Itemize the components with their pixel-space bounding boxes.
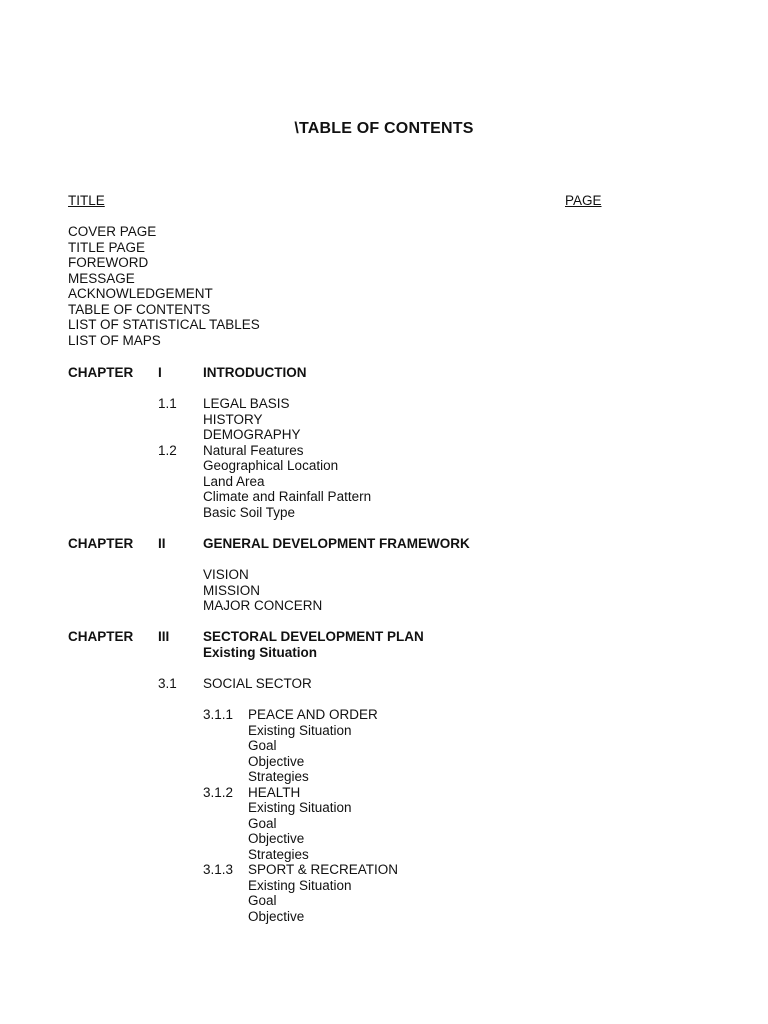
front-matter-item: COVER PAGE — [68, 224, 157, 239]
chapter-title: SECTORAL DEVELOPMENT PLAN — [203, 629, 424, 644]
subsection-number: 3.1.1 — [203, 707, 234, 722]
section-item: MAJOR CONCERN — [203, 598, 323, 613]
subsection-number: 3.1.3 — [203, 862, 234, 877]
subsection-item: Strategies — [248, 769, 309, 784]
front-matter-list — [68, 224, 260, 348]
front-matter-item: LIST OF STATISTICAL TABLES — [68, 317, 260, 332]
front-matter-item: TABLE OF CONTENTS — [68, 301, 211, 317]
subsection-item: Existing Situation — [248, 877, 352, 893]
section-item: LEGAL BASIS — [203, 396, 290, 411]
subsection-item: HEALTH — [248, 784, 301, 800]
subsection-item: SPORT & RECREATION — [248, 862, 399, 877]
front-matter-item: MESSAGE — [68, 270, 135, 286]
chapter-subtitle: Existing Situation — [203, 644, 318, 660]
document-title: \TABLE OF CONTENTS — [294, 120, 474, 137]
subsection-item: Strategies — [248, 846, 309, 862]
chapter-title: INTRODUCTION — [203, 365, 307, 380]
chapter-number: III — [158, 629, 170, 644]
section-number: 3.1 — [158, 676, 177, 691]
section-title: SOCIAL SECTOR — [203, 676, 312, 691]
front-matter-item: LIST OF MAPS — [68, 332, 161, 348]
subsection-item: PEACE AND ORDER — [248, 707, 378, 722]
subsection-item: Existing Situation — [248, 800, 352, 815]
front-matter-item: FOREWORD — [68, 255, 149, 270]
title-column-header: TITLE — [68, 193, 105, 208]
subsection-item: Objective — [248, 831, 305, 846]
section-item: Climate and Rainfall Pattern — [203, 489, 372, 504]
chapter-label: CHAPTER — [68, 536, 134, 551]
subsection-item: Goal — [248, 893, 277, 908]
section-number: 1.1 — [158, 396, 177, 411]
chapter-title: GENERAL DEVELOPMENT FRAMEWORK — [203, 536, 470, 551]
subsection-number: 3.1.2 — [203, 784, 234, 800]
chapter-number: I — [158, 365, 162, 380]
subsection-item: Goal — [248, 815, 277, 831]
section-item: DEMOGRAPHY — [203, 427, 301, 442]
chapter-label: CHAPTER — [68, 365, 134, 380]
section-item: HISTORY — [203, 411, 263, 427]
section-item: VISION — [203, 567, 249, 582]
section-item: Natural Features — [203, 442, 304, 458]
section-number: 1.2 — [158, 442, 177, 458]
subsection-item: Goal — [248, 738, 277, 753]
subsection-item: Objective — [248, 908, 305, 924]
subsection-item: Objective — [248, 753, 305, 769]
page-column-header: PAGE — [565, 193, 602, 208]
front-matter-item: ACKNOWLEDGEMENT — [68, 286, 213, 301]
section-item: Land Area — [203, 473, 265, 489]
section-item: MISSION — [203, 582, 261, 598]
subsection-item: Existing Situation — [248, 722, 352, 738]
chapter-label: CHAPTER — [68, 629, 134, 644]
section-item: Basic Soil Type — [203, 504, 296, 520]
section-item: Geographical Location — [203, 458, 339, 473]
chapter-number: II — [158, 536, 166, 551]
front-matter-item: TITLE PAGE — [68, 239, 146, 255]
